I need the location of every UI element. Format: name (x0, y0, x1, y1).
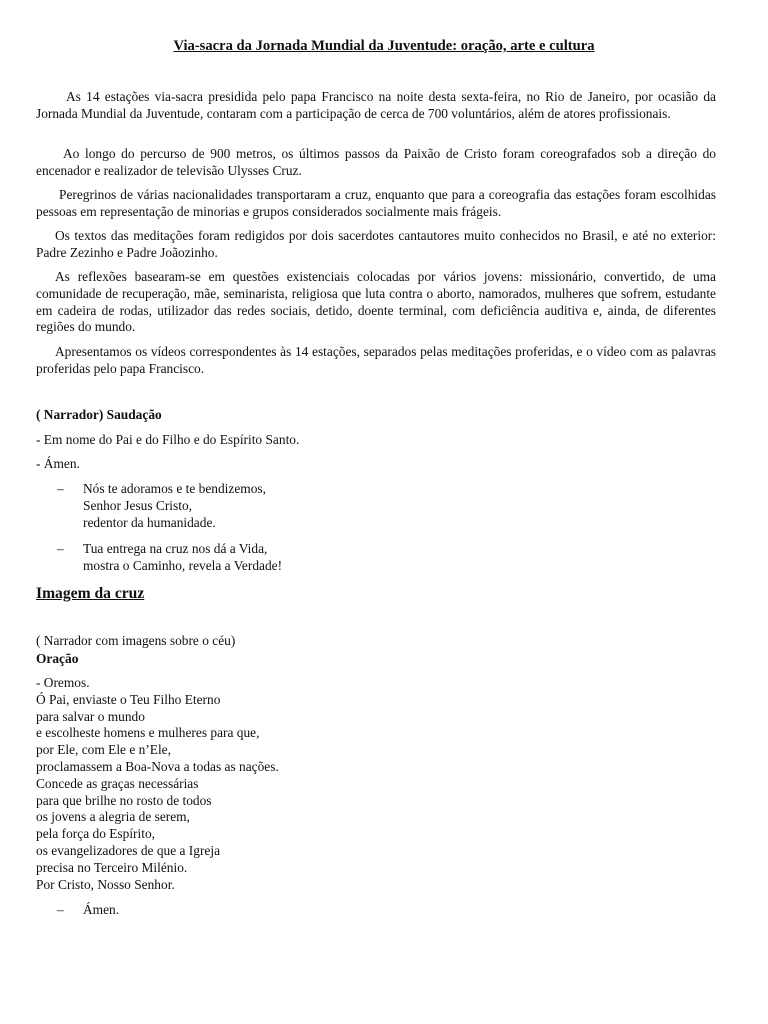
paragraph-6: Apresentamos os vídeos correspondentes às 14 estações, separados pelas meditações proferidas, e o vídeo com as palavras proferidas pelo papa Francisco. (36, 344, 716, 376)
paragraph-1: As 14 estações via-sacra presidida pelo papa Francisco na noite desta sexta-feira, no Rio de Janeiro, por ocasião da Jornada Mundial da Juventude, contaram com a participação de cerca de 700 voluntários, além de atores profissionais. (36, 89, 716, 121)
greeting-line: - Em nome do Pai e do Filho e do Espírito Santo. (36, 432, 300, 447)
list-item-1-line: redentor da humanidade. (83, 514, 216, 530)
prayer-line: Concede as graças necessárias (36, 775, 199, 791)
prayer-line: e escolheste homens e mulheres para que, (36, 725, 260, 741)
prayer-line: por Ele, com Ele e n’Ele, (36, 742, 171, 758)
prayer-line: precisa no Terceiro Milénio. (36, 859, 188, 875)
section-heading-imagem-da-cruz: Imagem da cruz (36, 585, 145, 602)
prayer-line: os jovens a alegria de serem, (36, 809, 190, 825)
prayer-line: os evangelizadores de que a Igreja (36, 842, 221, 858)
prayer-line: para salvar o mundo (36, 708, 145, 724)
prayer-line: Por Cristo, Nosso Senhor. (36, 876, 175, 892)
document-title: Via-sacra da Jornada Mundial da Juventude: oração, arte e cultura (173, 38, 595, 54)
list-dash-1: – (57, 481, 64, 496)
prayer-line: Ó Pai, enviaste o Teu Filho Eterno (36, 691, 221, 707)
prayer-line: para que brilhe no rosto de todos (36, 792, 212, 808)
prayer-line: pela força do Espírito, (36, 826, 155, 842)
amen-line: - Ámen. (36, 456, 80, 471)
prayer-label: Oração (36, 651, 79, 666)
list-dash-2: – (57, 541, 64, 556)
section-header-saudacao: ( Narrador) Saudação (36, 407, 162, 422)
list-item-1 (83, 481, 266, 531)
final-amen: Ámen. (83, 902, 120, 917)
prayer-text (36, 675, 279, 893)
list-item-2-line: Tua entrega na cruz nos dá a Vida, (83, 541, 268, 556)
list-item-2-line: mostra o Caminho, revela a Verdade! (83, 557, 283, 573)
paragraph-5: As reflexões basearam-se em questões existenciais colocadas por vários jovens: missionário, convertido, de uma comunidade de recuperação, mãe, seminarista, religiosa que luta contra o aborto, namorados, mulheres que sofrem, estudante em cadeira de rodas, utilizador das redes sociais, detido, doente terminal, com deficiência auditiva e, ainda, de diferentes regiões do mundo. (36, 269, 716, 335)
paragraph-2: Ao longo do percurso de 900 metros, os últimos passos da Paixão de Cristo foram coreografados sob a direção do encenador e realizador de televisão Ulysses Cruz. (36, 146, 716, 178)
prayer-line: proclamassem a Boa-Nova a todas as nações. (36, 758, 279, 774)
list-item-1-line: Nós te adoramos e te bendizemos, (83, 481, 266, 496)
list-item-2 (83, 541, 282, 575)
list-item-1-line: Senhor Jesus Cristo, (83, 497, 192, 513)
narrator-note: ( Narrador com imagens sobre o céu) (36, 633, 236, 648)
paragraph-3: Peregrinos de várias nacionalidades transportaram a cruz, enquanto que para a coreografia das estações foram escolhidas pessoas em representação de minorias e grupos considerados socialmente mais frágeis. (36, 187, 716, 219)
prayer-line: - Oremos. (36, 675, 90, 690)
paragraph-4: Os textos das meditações foram redigidos por dois sacerdotes cantautores muito conhecidos no Brasil, e até no exterior: Padre Zezinho e Padre Joãozinho. (36, 228, 716, 260)
list-dash-amen: – (57, 902, 64, 917)
